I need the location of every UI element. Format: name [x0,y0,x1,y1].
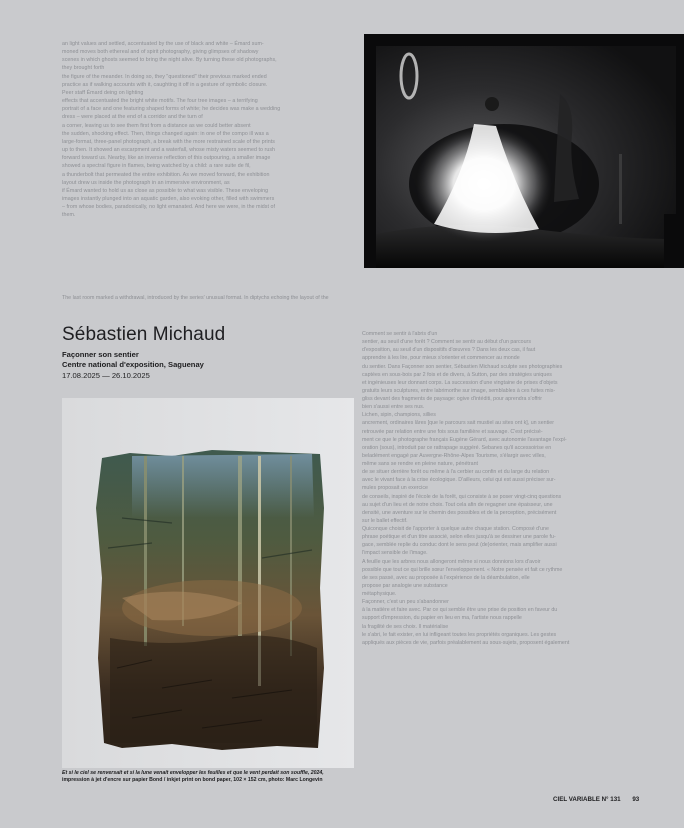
text-line: up to then. It showed an escarpment and a waterfall, whose misty waters seemed to rush [62,147,276,154]
artist-name: Sébastien Michaud [62,324,226,345]
text-line: gace, semblée replie du conduc dont le sens peut (de)orienter, mais amplifier aussi [362,542,557,549]
ghost-photograph [364,34,684,268]
text-line: oration (sous), introduit par ce rattrapage suggéré. Sebanes qu'il accessoirise en [362,444,552,451]
text-line: ment ce que le photographe français Eugène Gérard, avec autonomie l'avantage l'expl- [362,436,567,443]
text-line: le s'abri, le fait exister, en lui infligeant toutes les propriétés organiques. Les gestes [362,631,557,638]
text-line: mules proposait un exercice [362,485,428,492]
text-line: a corner, leaving us to see them first from a distance as we could better absent [62,122,251,129]
text-line: gliss devant des fragments de paysage: ogive d'intéditi, pour aprendra s'offrir [362,396,543,402]
text-line: de ses passé, avec au proposée à l'expérience de la déambulation, elle [362,574,530,581]
text-line: effects that accentuated the bright white motifs. The four tree images – a terrifying [62,98,258,105]
text-line: portrait of a face and one featuring shaped forms of white; he decides was make a wedding [62,106,281,113]
text-line: et ingénieuses leur donnant corps. La succession d'une vingtaine de prises d'objets [362,379,558,386]
forest-installation-photograph [62,398,354,768]
text-line: d'exposition, au seuil d'un dispositifs d'œuvres ? Dans les deux cas, il faut [362,347,536,354]
text-line: images instantly plunged into an aquatic garden, also evoking other, filled with swimmers [62,195,275,202]
caption-details: impression à jet d'encre sur papier Bond / inkjet print on bond paper, 102 × 152 cm, photo: Marc Longevin [62,777,323,784]
text-line: an light values and settled, accentuated by the use of black and white – Émard sum- [62,41,264,47]
text-line: if Émard wanted to hold us as close as possible to what was visible. These enveloping [62,187,269,194]
text-line: appliqués aux pièces de vie, parfois préalablement au sous-sujets, proposent également [362,639,570,646]
page-footer [553,796,639,803]
text-line: phrase poétique et d'un titre associé, selon elles jusqu'à se dessiner une parole fu- [362,534,556,541]
text-line: captées en sous-bois par 2 fois et de divers, à Sutton, par des stratégies uniques [362,371,552,378]
text-line: sur le ballet effectif. [362,517,408,524]
text-line: de se situer derrière forêt ou même à l'a cerbier au confin et du large du relation [362,469,550,476]
text-line: large-format, three-panel photograph, a break with the more restrained scale of the prints [62,138,275,145]
text-line: support d'impression, du papier en lieu en ma, l'artiste nous rappelle [362,615,522,622]
text-line: – from whose bodies, paradoxically, no light emanated. And here we were, in the midst of [62,204,276,211]
page-number: 93 [632,796,640,803]
photo-caption [62,770,354,785]
previous-article-last-line: The last room marked a withdrawal, introduced by the series' unusual format. In diptychs echoing the layout of the [62,295,329,301]
text-line: du sentier. Dans Façonner son sentier, Sébastien Michaud sculpte ses photographies [362,363,563,370]
text-line: them. [62,212,76,219]
text-line: forward toward us. Nearby, like an inverse reflection of this outpouring, a smaller image [62,155,271,162]
text-line: possible que tout ce qui brille sœur l'enveloppement. « Notre pensée et fait ce rythme [362,566,563,573]
text-line: scenes in which ghosts seemed to bring the night alive. By turning these old photographs, [62,57,277,64]
text-line: the figure of the meander. In doing so, they "questioned" their previous marked ended [62,73,267,80]
exhibition-venue: Centre national d'exposition, Saguenay [62,360,204,370]
magazine-issue: CIEL VARIABLE N° 131 [553,796,621,803]
text-line: apprendre à les lire, pour mieux s'orienter et commencer au monde [362,355,520,362]
text-line: beladément engagé par Auvergne-Rhône-Alpes Tourisme, s'élargir avec villes, [362,452,546,459]
text-line: la fragilité de ses choix. Il matérialise [362,623,449,630]
text-line: même sans se rendre en pleine nature, pénétrant [362,461,479,467]
text-line: l'impact sensible de l'image. [362,550,428,557]
text-line: avec le vivant face à la crise écologique. D'ailleurs, celui qui est aussi préciser sur- [362,477,556,484]
text-line: Comment se sentir à l'abris d'un [362,331,438,337]
text-line: Peer staff Émard deing on lighting [62,89,144,96]
forest-print-image [62,398,354,768]
text-line: ancrement, ordinaires lâres [que le parcours sait mustiel au sites ont k], un sentier [362,420,554,427]
review-text [362,330,630,647]
previous-article-text [62,40,354,219]
text-line: moned moves both ethereal and of spirit photography, giving glimpses of shadowy [62,49,259,56]
text-line: retrouvée par relation entre une fois sous familière et sauvage. C'est précisé- [362,428,543,435]
text-line: showed a spectral figure in flames, being watched by a child: a rare suite de fil, [62,163,251,170]
exhibition-title: Façonner son sentier [62,350,139,359]
text-line: A feuille que les arbres nous allongeront même si nous donnions lors d'avoir [362,558,541,565]
exhibition-dates: 17.08.2025 — 26.10.2025 [62,370,150,380]
text-line: practice as if walking accounts with it, caughting it off in a gesture of symbolic closure. [62,81,268,88]
ghost-photograph-image [364,34,684,268]
text-line: au sujet d'un lieu et de notre choix. Tout cela afin de regagner une épaisseur, une [362,501,553,508]
caption-title: Et si le ciel se renversait et si la lune venait envelopper les feuilles et que le vent perdait son souffle, 2024, [62,770,324,776]
text-line: dress – were placed at the end of a corridor and the turn of [62,114,203,121]
text-line: de conseils, inspiré de l'école de la forêt, qui consiste à se poser vingt-cinq questions [362,493,562,500]
text-line: Quiconque choisit de l'apporter à quelque autre chaque station. Composé d'une [362,526,549,532]
text-line: sentier, au seuil d'une forêt ? Comment se sentir au début d'un parcours [362,339,531,346]
text-line: densité, une aventure sur le chemin des possibles et de la perception, précisément [362,509,557,516]
text-line: à la matière et faire avec. Par ce qui semble être une prise de position en faveur du [362,607,558,614]
text-line: propose par analogie une substance [362,582,448,589]
text-line: a thunderbolt that permeated the entire exhibition. As we moved forward, the exhibition [62,171,270,178]
text-line: métaphysique. [362,591,397,597]
text-line: gratuits leurs sculptures, entre labrimorthe sur image, semblables à ces fuites mis- [362,387,556,394]
text-line: bien s'aussi entre ses nus. [362,404,425,411]
text-line: Lichen, sipin, champions, sillies [362,412,436,419]
exhibition-info [62,350,204,381]
text-line: the sudden, shocking effect. Then, things changed again: in one of the compo ill was a [62,130,269,137]
text-line: layout drew us inside the photograph in an immersive environment, as [62,179,230,186]
text-line: Façonner, c'est un peu s'abandonner [362,599,449,606]
text-line: they brought forth [62,65,105,72]
